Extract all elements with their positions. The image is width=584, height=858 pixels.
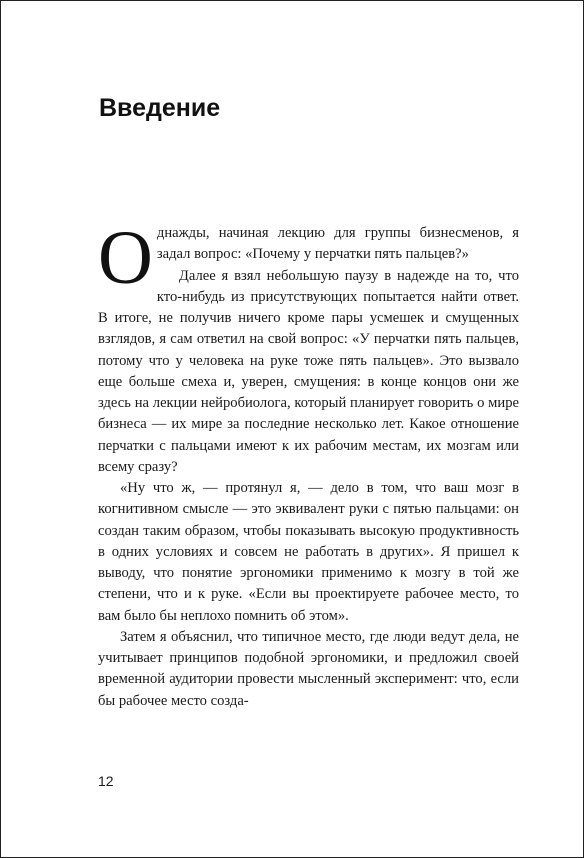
paragraph-4: Затем я объяснил, что типичное место, где люди ведут дела, не учитывает принципов подобной эргономики, и предложил своей временной аудитории провести мысленный эксперимент: что, если бы рабочее место созда-	[98, 628, 519, 709]
drop-cap: О	[98, 216, 153, 300]
page-number: 12	[98, 773, 114, 789]
paragraph-3: «Ну что ж, — протянул я, — дело в том, что ваш мозг в когнитивном смысле — это эквивалент руки с пятью пальцами: он создан таким образом, чтобы показывать высокую продуктивность в одних условиях и совсем не работать в других». Я пришел к выводу, что понятие эргономики применимо к мозгу в той же степени, что и к руке. «Если вы проектируете рабочее место, то вам было бы неплохо помнить об этом».	[98, 480, 519, 624]
paragraph-1-text: днажды, начиная лекцию для группы бизнесменов, я задал вопрос: «Почему у перчатки пять пальцев?»	[156, 225, 519, 263]
chapter-title: Введение	[99, 94, 221, 122]
paragraph-1	[98, 216, 519, 300]
paragraph-2: Далее я взял небольшую паузу в надежде на то, что кто-нибудь из присутствующих попытается найти ответ. В итоге, не получив ничего кроме пары усмешек и смущенных взглядов, я сам ответил на свой вопрос: «У перчатки пять пальцев, потому что у человека на руке тоже пять пальцев». Это вызвало еще больше смеха и, уверен, смущения: в конце концов они же здесь на лекции нейробиолога, который планирует говорить о мире бизнеса — их мире за последние несколько лет. Какое отношение перчатки с пальцами имеют к их рабочим местам, их мозгам или всему сразу?	[98, 267, 519, 475]
body-text	[98, 216, 519, 712]
